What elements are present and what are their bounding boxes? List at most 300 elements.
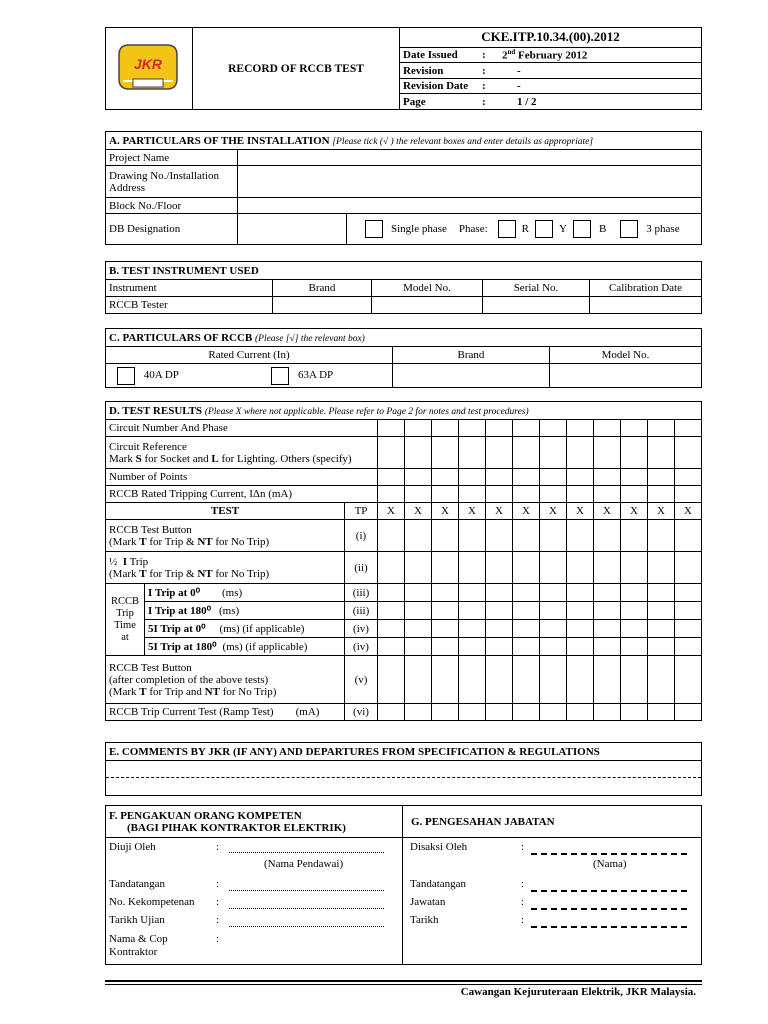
- result-cell[interactable]: [567, 437, 594, 469]
- result-cell[interactable]: [459, 584, 486, 602]
- result-cell[interactable]: [405, 437, 432, 469]
- result-cell[interactable]: [675, 704, 702, 721]
- result-cell[interactable]: [378, 638, 405, 656]
- text: (Mark T for Trip & NT for No Trip): [109, 567, 270, 580]
- result-cell[interactable]: [405, 420, 432, 437]
- result-cell[interactable]: [675, 638, 702, 656]
- result-cell[interactable]: [486, 656, 513, 704]
- result-cell[interactable]: [675, 520, 702, 552]
- result-cell[interactable]: [432, 602, 459, 620]
- section-g-title: G. PENGESAHAN JABATAN: [403, 806, 702, 838]
- result-cell[interactable]: [459, 420, 486, 437]
- result-cell[interactable]: [648, 437, 675, 469]
- block-floor-field[interactable]: [238, 198, 702, 214]
- tandatangan-field[interactable]: [531, 882, 687, 892]
- result-cell[interactable]: [675, 420, 702, 437]
- db-designation-cell: [238, 214, 702, 245]
- result-cell[interactable]: [594, 552, 621, 584]
- text: I Trip at 180⁰: [148, 605, 211, 617]
- result-cell[interactable]: [621, 704, 648, 721]
- result-cell[interactable]: [675, 486, 702, 503]
- serial-field[interactable]: [483, 297, 590, 314]
- result-cell[interactable]: [513, 704, 540, 721]
- footer-text: Cawangan Kejuruteraan Elektrik, JKR Malaysia.: [460, 986, 696, 998]
- result-cell[interactable]: [459, 469, 486, 486]
- jawatan-label: Jawatan: [410, 896, 446, 908]
- result-cell[interactable]: [540, 620, 567, 638]
- 40a-label: 40A DP: [143, 369, 179, 382]
- result-cell[interactable]: [378, 420, 405, 437]
- result-cell[interactable]: [513, 620, 540, 638]
- result-cell[interactable]: [513, 638, 540, 656]
- result-cell[interactable]: [594, 584, 621, 602]
- page-label: Page: [400, 94, 480, 110]
- result-cell[interactable]: [648, 520, 675, 552]
- result-cell[interactable]: [432, 584, 459, 602]
- 63a-checkbox[interactable]: [271, 367, 289, 385]
- result-cell[interactable]: [540, 486, 567, 503]
- colon: :: [521, 878, 525, 890]
- logo-cell: [106, 28, 193, 110]
- jawatan-field[interactable]: [531, 900, 687, 910]
- test-header-row: [106, 503, 702, 520]
- single-phase-label: Single phase: [391, 223, 447, 235]
- result-cell[interactable]: [432, 704, 459, 721]
- trip-row-1: [106, 584, 702, 602]
- result-cell[interactable]: [594, 469, 621, 486]
- result-cell[interactable]: [540, 638, 567, 656]
- result-cell[interactable]: [405, 602, 432, 620]
- text: (ms) (if applicable): [222, 641, 308, 653]
- revision-label: Revision: [400, 63, 480, 79]
- model-header: Model No.: [372, 280, 483, 297]
- result-cell[interactable]: [675, 656, 702, 704]
- colon: :: [216, 841, 220, 853]
- result-cell[interactable]: [432, 520, 459, 552]
- tarikh-field[interactable]: [531, 918, 687, 928]
- result-cell[interactable]: [459, 520, 486, 552]
- result-cell[interactable]: [648, 656, 675, 704]
- brand-field[interactable]: [273, 297, 372, 314]
- section-d-note: (Please X where not applicable. Please refer to Page 2 for notes and test procedures): [204, 406, 529, 417]
- project-name-label: Project Name: [106, 150, 238, 166]
- x-mark: X: [540, 503, 567, 520]
- half-trip-row: [106, 552, 702, 584]
- text: (ms): [221, 587, 243, 599]
- result-cell[interactable]: [405, 584, 432, 602]
- result-cell[interactable]: [594, 704, 621, 721]
- result-cell[interactable]: [594, 486, 621, 503]
- result-cell[interactable]: [540, 656, 567, 704]
- three-phase-label: 3 phase: [646, 223, 680, 235]
- x-mark: X: [594, 503, 621, 520]
- section-d-header: [106, 402, 702, 420]
- trip-row-label: [145, 584, 345, 602]
- after-test-label: [106, 656, 345, 704]
- result-cell[interactable]: [432, 420, 459, 437]
- section-b-title: B. TEST INSTRUMENT USED: [106, 262, 702, 280]
- result-cell[interactable]: [432, 437, 459, 469]
- section-a-note: [Please tick (√ ) the relevant boxes and enter details as appropriate]: [332, 136, 594, 147]
- db-designation-field[interactable]: [238, 214, 347, 244]
- calibration-header: Calibration Date: [590, 280, 702, 297]
- section-c-title: C. PARTICULARS OF RCCB: [109, 331, 253, 344]
- revision-date-label: Revision Date: [400, 78, 480, 94]
- colon: :: [521, 896, 525, 908]
- result-cell[interactable]: [675, 620, 702, 638]
- result-cell[interactable]: [675, 469, 702, 486]
- circuit-ref-line2: [109, 453, 374, 465]
- colon: :: [216, 914, 220, 926]
- result-cell[interactable]: [486, 486, 513, 503]
- result-cell[interactable]: [621, 420, 648, 437]
- result-cell[interactable]: [513, 552, 540, 584]
- colon: :: [216, 933, 220, 945]
- result-cell[interactable]: [486, 638, 513, 656]
- logo-text: JKR: [133, 56, 163, 72]
- text: (ms): [218, 605, 240, 617]
- result-cell[interactable]: [513, 602, 540, 620]
- colon: :: [479, 94, 499, 110]
- half-trip-label: [106, 552, 345, 584]
- date-issued-value: 2nd February 2012: [499, 47, 702, 63]
- result-cell[interactable]: [621, 584, 648, 602]
- result-cell[interactable]: [459, 486, 486, 503]
- result-cell[interactable]: [486, 520, 513, 552]
- x-mark: X: [378, 503, 405, 520]
- result-cell[interactable]: [405, 656, 432, 704]
- tp-vi: (vi): [345, 704, 378, 721]
- rated-current-cell: [106, 364, 393, 388]
- trip-time-label: RCCB Trip Time at: [106, 584, 145, 656]
- section-e-table: [105, 742, 702, 796]
- result-cell[interactable]: [675, 584, 702, 602]
- num-points-label: Number of Points: [106, 469, 378, 486]
- result-cell[interactable]: [459, 656, 486, 704]
- model-field[interactable]: [372, 297, 483, 314]
- result-cell[interactable]: [675, 602, 702, 620]
- result-cell[interactable]: [648, 552, 675, 584]
- brand-header: Brand: [273, 280, 372, 297]
- after-test-row: [106, 656, 702, 704]
- db-designation-label: DB Designation: [106, 214, 238, 245]
- brand-header: Brand: [393, 347, 550, 364]
- result-cell[interactable]: [405, 552, 432, 584]
- rated-current-header: Rated Current (In): [106, 347, 393, 364]
- result-cell[interactable]: [648, 620, 675, 638]
- result-cell[interactable]: [378, 704, 405, 721]
- num-points-row: [106, 469, 702, 486]
- test-header: TEST: [106, 503, 345, 520]
- result-cell[interactable]: [648, 469, 675, 486]
- result-cell[interactable]: [513, 437, 540, 469]
- result-cell[interactable]: [567, 638, 594, 656]
- section-a-title: A. PARTICULARS OF THE INSTALLATION: [109, 134, 330, 147]
- result-cell[interactable]: [621, 620, 648, 638]
- x-mark: X: [621, 503, 648, 520]
- tp-iii: (iii): [345, 602, 378, 620]
- result-cell[interactable]: [648, 420, 675, 437]
- drawing-no-label: Drawing No./Installation Address: [106, 166, 238, 198]
- result-cell[interactable]: [378, 437, 405, 469]
- result-cell[interactable]: [594, 420, 621, 437]
- section-c-header: [106, 329, 702, 347]
- result-cell[interactable]: [378, 656, 405, 704]
- result-cell[interactable]: [648, 704, 675, 721]
- tarikh-label: Tarikh: [410, 914, 439, 926]
- result-cell[interactable]: [540, 602, 567, 620]
- circuit-number-row: [106, 420, 702, 437]
- rccb-tester-label: RCCB Tester: [106, 297, 273, 314]
- result-cell[interactable]: [486, 602, 513, 620]
- brand-field[interactable]: [393, 364, 550, 388]
- result-cell[interactable]: [621, 656, 648, 704]
- result-cell[interactable]: [459, 552, 486, 584]
- diuji-label: Diuji Oleh: [109, 841, 156, 853]
- three-phase-checkbox[interactable]: [620, 220, 638, 238]
- result-cell[interactable]: [648, 602, 675, 620]
- text: RCCB Test Button: [109, 523, 192, 536]
- project-name-field[interactable]: [238, 150, 702, 166]
- text: RCCB Test Button: [109, 661, 192, 674]
- text: I Trip at 0⁰: [148, 587, 200, 599]
- result-cell[interactable]: [594, 620, 621, 638]
- result-cell[interactable]: [432, 620, 459, 638]
- result-cell[interactable]: [567, 620, 594, 638]
- phase-y-checkbox[interactable]: [535, 220, 553, 238]
- colon: :: [216, 896, 220, 908]
- result-cell[interactable]: [432, 486, 459, 503]
- result-cell[interactable]: [621, 638, 648, 656]
- result-cell[interactable]: [594, 602, 621, 620]
- text: (ms) (if applicable): [219, 623, 305, 635]
- date-issued-label: Date Issued: [400, 47, 480, 63]
- result-cell[interactable]: [378, 602, 405, 620]
- circuit-number-label: Circuit Number And Phase: [106, 420, 378, 437]
- result-cell[interactable]: [486, 469, 513, 486]
- result-cell[interactable]: [621, 520, 648, 552]
- x-mark: X: [432, 503, 459, 520]
- result-cell[interactable]: [378, 486, 405, 503]
- text: (after completion of the above tests): [109, 673, 269, 686]
- result-cell[interactable]: [513, 656, 540, 704]
- text: (Mark T for Trip & NT for No Trip): [109, 535, 270, 548]
- colon: :: [521, 841, 525, 853]
- disaksi-field[interactable]: [531, 845, 687, 855]
- phase-y-label: Y: [559, 223, 567, 235]
- 63a-label: 63A DP: [298, 369, 334, 382]
- circuit-ref-line1: Circuit Reference: [109, 440, 187, 453]
- result-cell[interactable]: [621, 469, 648, 486]
- result-cell[interactable]: [621, 437, 648, 469]
- diuji-field[interactable]: [229, 844, 384, 853]
- tp-ii: (ii): [345, 552, 378, 584]
- ramp-row: [106, 704, 702, 721]
- result-cell[interactable]: [405, 469, 432, 486]
- result-cell[interactable]: [486, 437, 513, 469]
- result-cell[interactable]: [513, 520, 540, 552]
- text: Kontraktor: [109, 946, 158, 958]
- phase-b-label: B: [598, 223, 607, 235]
- section-c-table: [105, 328, 702, 388]
- result-cell[interactable]: [567, 552, 594, 584]
- x-mark: X: [675, 503, 702, 520]
- tp-header: TP: [345, 503, 378, 520]
- result-cell[interactable]: [621, 602, 648, 620]
- model-field[interactable]: [550, 364, 702, 388]
- serial-header: Serial No.: [483, 280, 590, 297]
- result-cell[interactable]: [459, 704, 486, 721]
- drawing-no-field[interactable]: [238, 166, 702, 198]
- trip-row-4: [106, 638, 702, 656]
- result-cell[interactable]: [621, 552, 648, 584]
- result-cell[interactable]: [540, 469, 567, 486]
- result-cell[interactable]: [405, 704, 432, 721]
- result-cell[interactable]: [513, 469, 540, 486]
- nama-label: (Nama): [593, 858, 627, 870]
- instrument-header: Instrument: [106, 280, 273, 297]
- nama-pendawai-label: (Nama Pendawai): [264, 858, 344, 870]
- result-cell[interactable]: [432, 552, 459, 584]
- result-cell[interactable]: [594, 638, 621, 656]
- result-cell[interactable]: [378, 584, 405, 602]
- section-a-table: [105, 131, 702, 245]
- result-cell[interactable]: [459, 602, 486, 620]
- result-cell[interactable]: [459, 620, 486, 638]
- result-cell[interactable]: [540, 520, 567, 552]
- result-cell[interactable]: [432, 469, 459, 486]
- tp-iv: (iv): [345, 620, 378, 638]
- revision-value: -: [499, 63, 702, 79]
- result-cell[interactable]: [378, 552, 405, 584]
- result-cell[interactable]: [540, 552, 567, 584]
- revision-date-value: -: [499, 78, 702, 94]
- result-cell[interactable]: [621, 486, 648, 503]
- test-button-label: [106, 520, 345, 552]
- result-cell[interactable]: [567, 486, 594, 503]
- phase-r-checkbox[interactable]: [498, 220, 516, 238]
- kompetenan-label: No. Kekompetenan: [109, 896, 195, 908]
- result-cell[interactable]: [378, 620, 405, 638]
- result-cell[interactable]: [540, 704, 567, 721]
- phase-b-checkbox[interactable]: [573, 220, 591, 238]
- text: for Lighting. Others (specify): [218, 452, 352, 465]
- section-fg-table: [105, 805, 702, 965]
- result-cell[interactable]: [486, 620, 513, 638]
- result-cell[interactable]: [594, 520, 621, 552]
- result-cell[interactable]: [675, 437, 702, 469]
- result-cell[interactable]: [432, 638, 459, 656]
- result-cell[interactable]: [486, 704, 513, 721]
- section-c-note: (Please [√] the relevant box): [254, 333, 365, 344]
- result-cell[interactable]: [486, 552, 513, 584]
- calibration-field[interactable]: [590, 297, 702, 314]
- comments-field[interactable]: [106, 761, 702, 796]
- result-cell[interactable]: [405, 486, 432, 503]
- page-value: 1 / 2: [499, 94, 702, 110]
- colon: :: [521, 914, 525, 926]
- text: L: [211, 452, 219, 465]
- result-cell[interactable]: [540, 584, 567, 602]
- result-cell[interactable]: [540, 437, 567, 469]
- colon: :: [479, 47, 499, 63]
- 40a-checkbox[interactable]: [117, 367, 135, 385]
- result-cell[interactable]: [567, 656, 594, 704]
- header-table: [105, 27, 702, 110]
- single-phase-checkbox[interactable]: [365, 220, 383, 238]
- trip-row-label: [145, 638, 345, 656]
- result-cell[interactable]: [648, 584, 675, 602]
- text: F. PENGAKUAN ORANG KOMPETEN: [109, 809, 302, 822]
- trip-row-3: [106, 620, 702, 638]
- result-cell[interactable]: [459, 638, 486, 656]
- doc-code: CKE.ITP.10.34.(00).2012: [400, 28, 702, 48]
- section-b-table: [105, 261, 702, 314]
- result-cell[interactable]: [486, 420, 513, 437]
- x-mark: X: [459, 503, 486, 520]
- disaksi-label: Disaksi Oleh: [410, 841, 468, 853]
- result-cell[interactable]: [567, 420, 594, 437]
- footer-rule: [105, 980, 702, 982]
- result-cell[interactable]: [675, 552, 702, 584]
- tandatangan-field[interactable]: [229, 882, 384, 891]
- text: for Socket and: [141, 452, 212, 465]
- result-cell[interactable]: [486, 584, 513, 602]
- ramp-label: RCCB Trip Current Test (Ramp Test) (mA): [106, 704, 345, 721]
- kompetenan-field[interactable]: [229, 900, 384, 909]
- x-mark: X: [405, 503, 432, 520]
- section-d-table: [105, 401, 702, 721]
- section-d-title: D. TEST RESULTS: [109, 404, 203, 417]
- colon: :: [216, 878, 220, 890]
- result-cell[interactable]: [378, 469, 405, 486]
- result-cell[interactable]: [594, 656, 621, 704]
- comment-line: [106, 778, 701, 795]
- tp-iv: (iv): [345, 638, 378, 656]
- result-cell[interactable]: [648, 486, 675, 503]
- result-cell[interactable]: [378, 520, 405, 552]
- result-cell[interactable]: [513, 486, 540, 503]
- result-cell[interactable]: [405, 520, 432, 552]
- colon: :: [479, 78, 499, 94]
- result-cell[interactable]: [513, 584, 540, 602]
- circuit-ref-row: [106, 437, 702, 469]
- result-cell[interactable]: [513, 420, 540, 437]
- result-cell[interactable]: [459, 437, 486, 469]
- result-cell[interactable]: [567, 469, 594, 486]
- result-cell[interactable]: [594, 437, 621, 469]
- result-cell[interactable]: [567, 584, 594, 602]
- rated-trip-row: [106, 486, 702, 503]
- result-cell[interactable]: [567, 602, 594, 620]
- result-cell[interactable]: [405, 620, 432, 638]
- result-cell[interactable]: [648, 638, 675, 656]
- x-mark: X: [648, 503, 675, 520]
- block-floor-label: Block No./Floor: [106, 198, 238, 214]
- result-cell[interactable]: [432, 656, 459, 704]
- result-cell[interactable]: [405, 638, 432, 656]
- result-cell[interactable]: [567, 704, 594, 721]
- test-button-row: [106, 520, 702, 552]
- circuit-ref-label: [106, 437, 378, 469]
- result-cell[interactable]: [540, 420, 567, 437]
- result-cell[interactable]: [567, 520, 594, 552]
- text: 5I Trip at 0⁰: [148, 623, 206, 635]
- text: Mark: [109, 452, 136, 465]
- model-header: Model No.: [550, 347, 702, 364]
- tarikh-ujian-field[interactable]: [229, 918, 384, 927]
- tandatangan-label: Tandatangan: [410, 878, 467, 890]
